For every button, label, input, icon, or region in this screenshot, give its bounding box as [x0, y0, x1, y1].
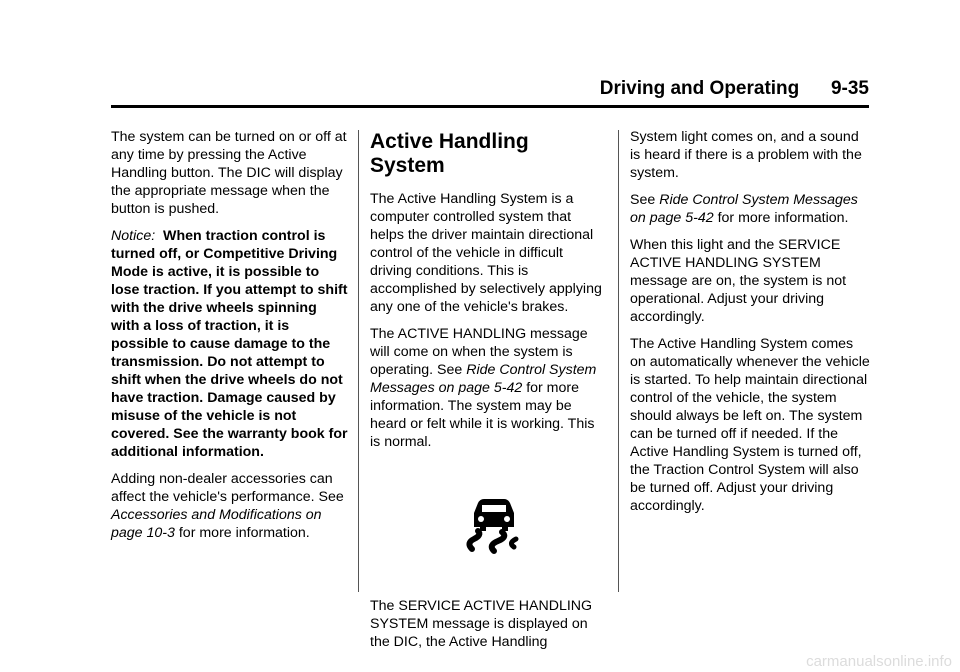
section-title: Driving and Operating	[599, 78, 800, 99]
skidding-car-icon	[464, 497, 524, 555]
section-heading: Active Handling System	[370, 130, 529, 177]
cross-reference-link[interactable]: Ride Control System Messages on page 5-42	[370, 362, 597, 396]
column-divider	[618, 130, 619, 592]
column-3	[630, 128, 870, 524]
paragraph: The system can be turned on or off at any time by pressing the Active Handling button. The DIC will display the appropriate message when the button is pushed.	[111, 129, 347, 217]
page-number: 9-35	[830, 78, 869, 99]
notice-label: Notice:	[111, 228, 156, 244]
cross-reference-link[interactable]: Accessories and Modifications on page 10-3	[111, 507, 322, 541]
paragraph: The ACTIVE HANDLING message will come on when the system is operating. See Ride Control System Messages on page 5-42 for more information. The system may be heard or felt while it is working. This is normal.	[370, 326, 597, 450]
column-2	[370, 130, 606, 660]
header-rule	[111, 105, 869, 108]
paragraph: The Active Handling System comes on automatically whenever the vehicle is started. To help maintain directional control of the vehicle, the system should always be left on. The system can be turned off if needed. If the Active Handling System is turned off, the Traction Control System will also be turned off. Adjust your driving accordingly.	[630, 336, 870, 514]
paragraph: The SERVICE ACTIVE HANDLING SYSTEM message is displayed on the DIC, the Active Handling	[370, 598, 593, 650]
notice-text: When traction control is turned off, or Competitive Driving Mode is active, it is possible to lose traction. If you attempt to shift with the drive wheels spinning with a loss of traction, it is possible to cause damage to the transmission. Do not attempt to shift when the drive wheels do not have traction. Damage caused by misuse of the vehicle is not covered. See the warranty book for additional information.	[111, 228, 348, 460]
page-header	[111, 78, 869, 104]
column-1	[111, 128, 349, 551]
paragraph: When this light and the SERVICE ACTIVE HANDLING SYSTEM message are on, the system is not operational. Adjust your driving accordingly.	[630, 237, 847, 325]
notice-paragraph	[111, 227, 349, 461]
paragraph: See Ride Control System Messages on page 5-42 for more information.	[630, 192, 858, 226]
column-divider	[358, 130, 359, 592]
watermark: carmanualsonline.info	[806, 653, 952, 670]
cross-reference-link[interactable]: Ride Control System Messages on page 5-42	[630, 192, 858, 226]
paragraph: The Active Handling System is a computer controlled system that helps the driver maintain directional control of the vehicle in difficult driving conditions. This is accomplished by selectively applying any one of the vehicle's brakes.	[370, 191, 602, 315]
paragraph: System light comes on, and a sound is heard if there is a problem with the system.	[630, 129, 862, 181]
paragraph: Adding non-dealer accessories can affect the vehicle's performance. See Accessories and Modifications on page 10-3 for more information.	[111, 471, 344, 541]
